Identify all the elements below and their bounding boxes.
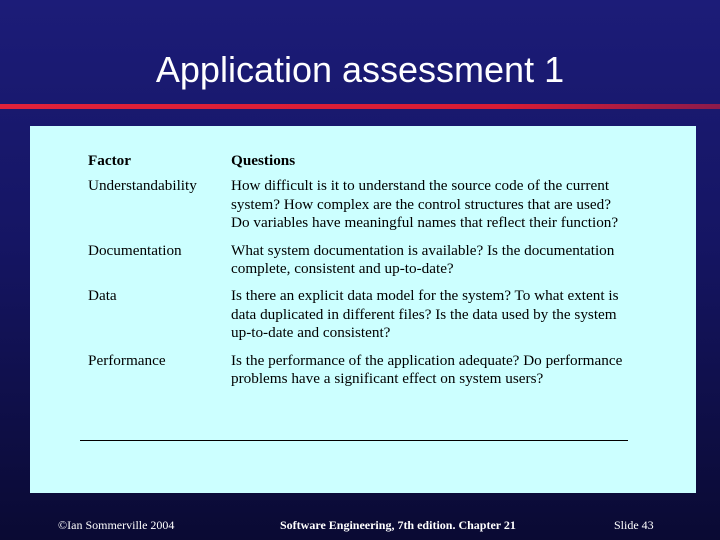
factor-cell: Documentation [88,241,182,259]
question-cell: What system documentation is available? Is the documentation complete, consistent and up-to-date? [231,241,615,278]
table-header-row [80,152,628,177]
title-underline [0,104,720,109]
factor-cell: Data [88,287,117,305]
factor-table [80,152,628,397]
header-factor: Factor [88,152,132,169]
table-row [80,287,628,351]
question-cell: Is the performance of the application adequate? Do performance problems have a significant effect on system users? [231,351,623,388]
footer-book-title: Software Engineering, 7th edition. Chapter 21 [280,518,516,532]
question-cell: How difficult is it to understand the source code of the current system? How complex are the control structures that are used? Do variables have meaningful names that reflect their function? [231,177,619,232]
footer-slide-number: Slide 43 [614,518,654,532]
table-row [80,352,628,398]
factor-cell: Understandability [88,177,197,195]
table-row [80,177,628,241]
header-questions: Questions [231,152,296,169]
question-cell: Is there an explicit data model for the system? To what extent is data duplicated in different files? Is the data used by the system up-to-date and consistent? [231,287,619,342]
slide-title: Application assessment 1 [155,49,565,90]
factor-cell: Performance [88,351,166,369]
content-panel [30,126,696,493]
footer-copyright: ©Ian Sommerville 2004 [58,518,175,532]
table-row [80,242,628,288]
table-bottom-rule [80,440,628,441]
